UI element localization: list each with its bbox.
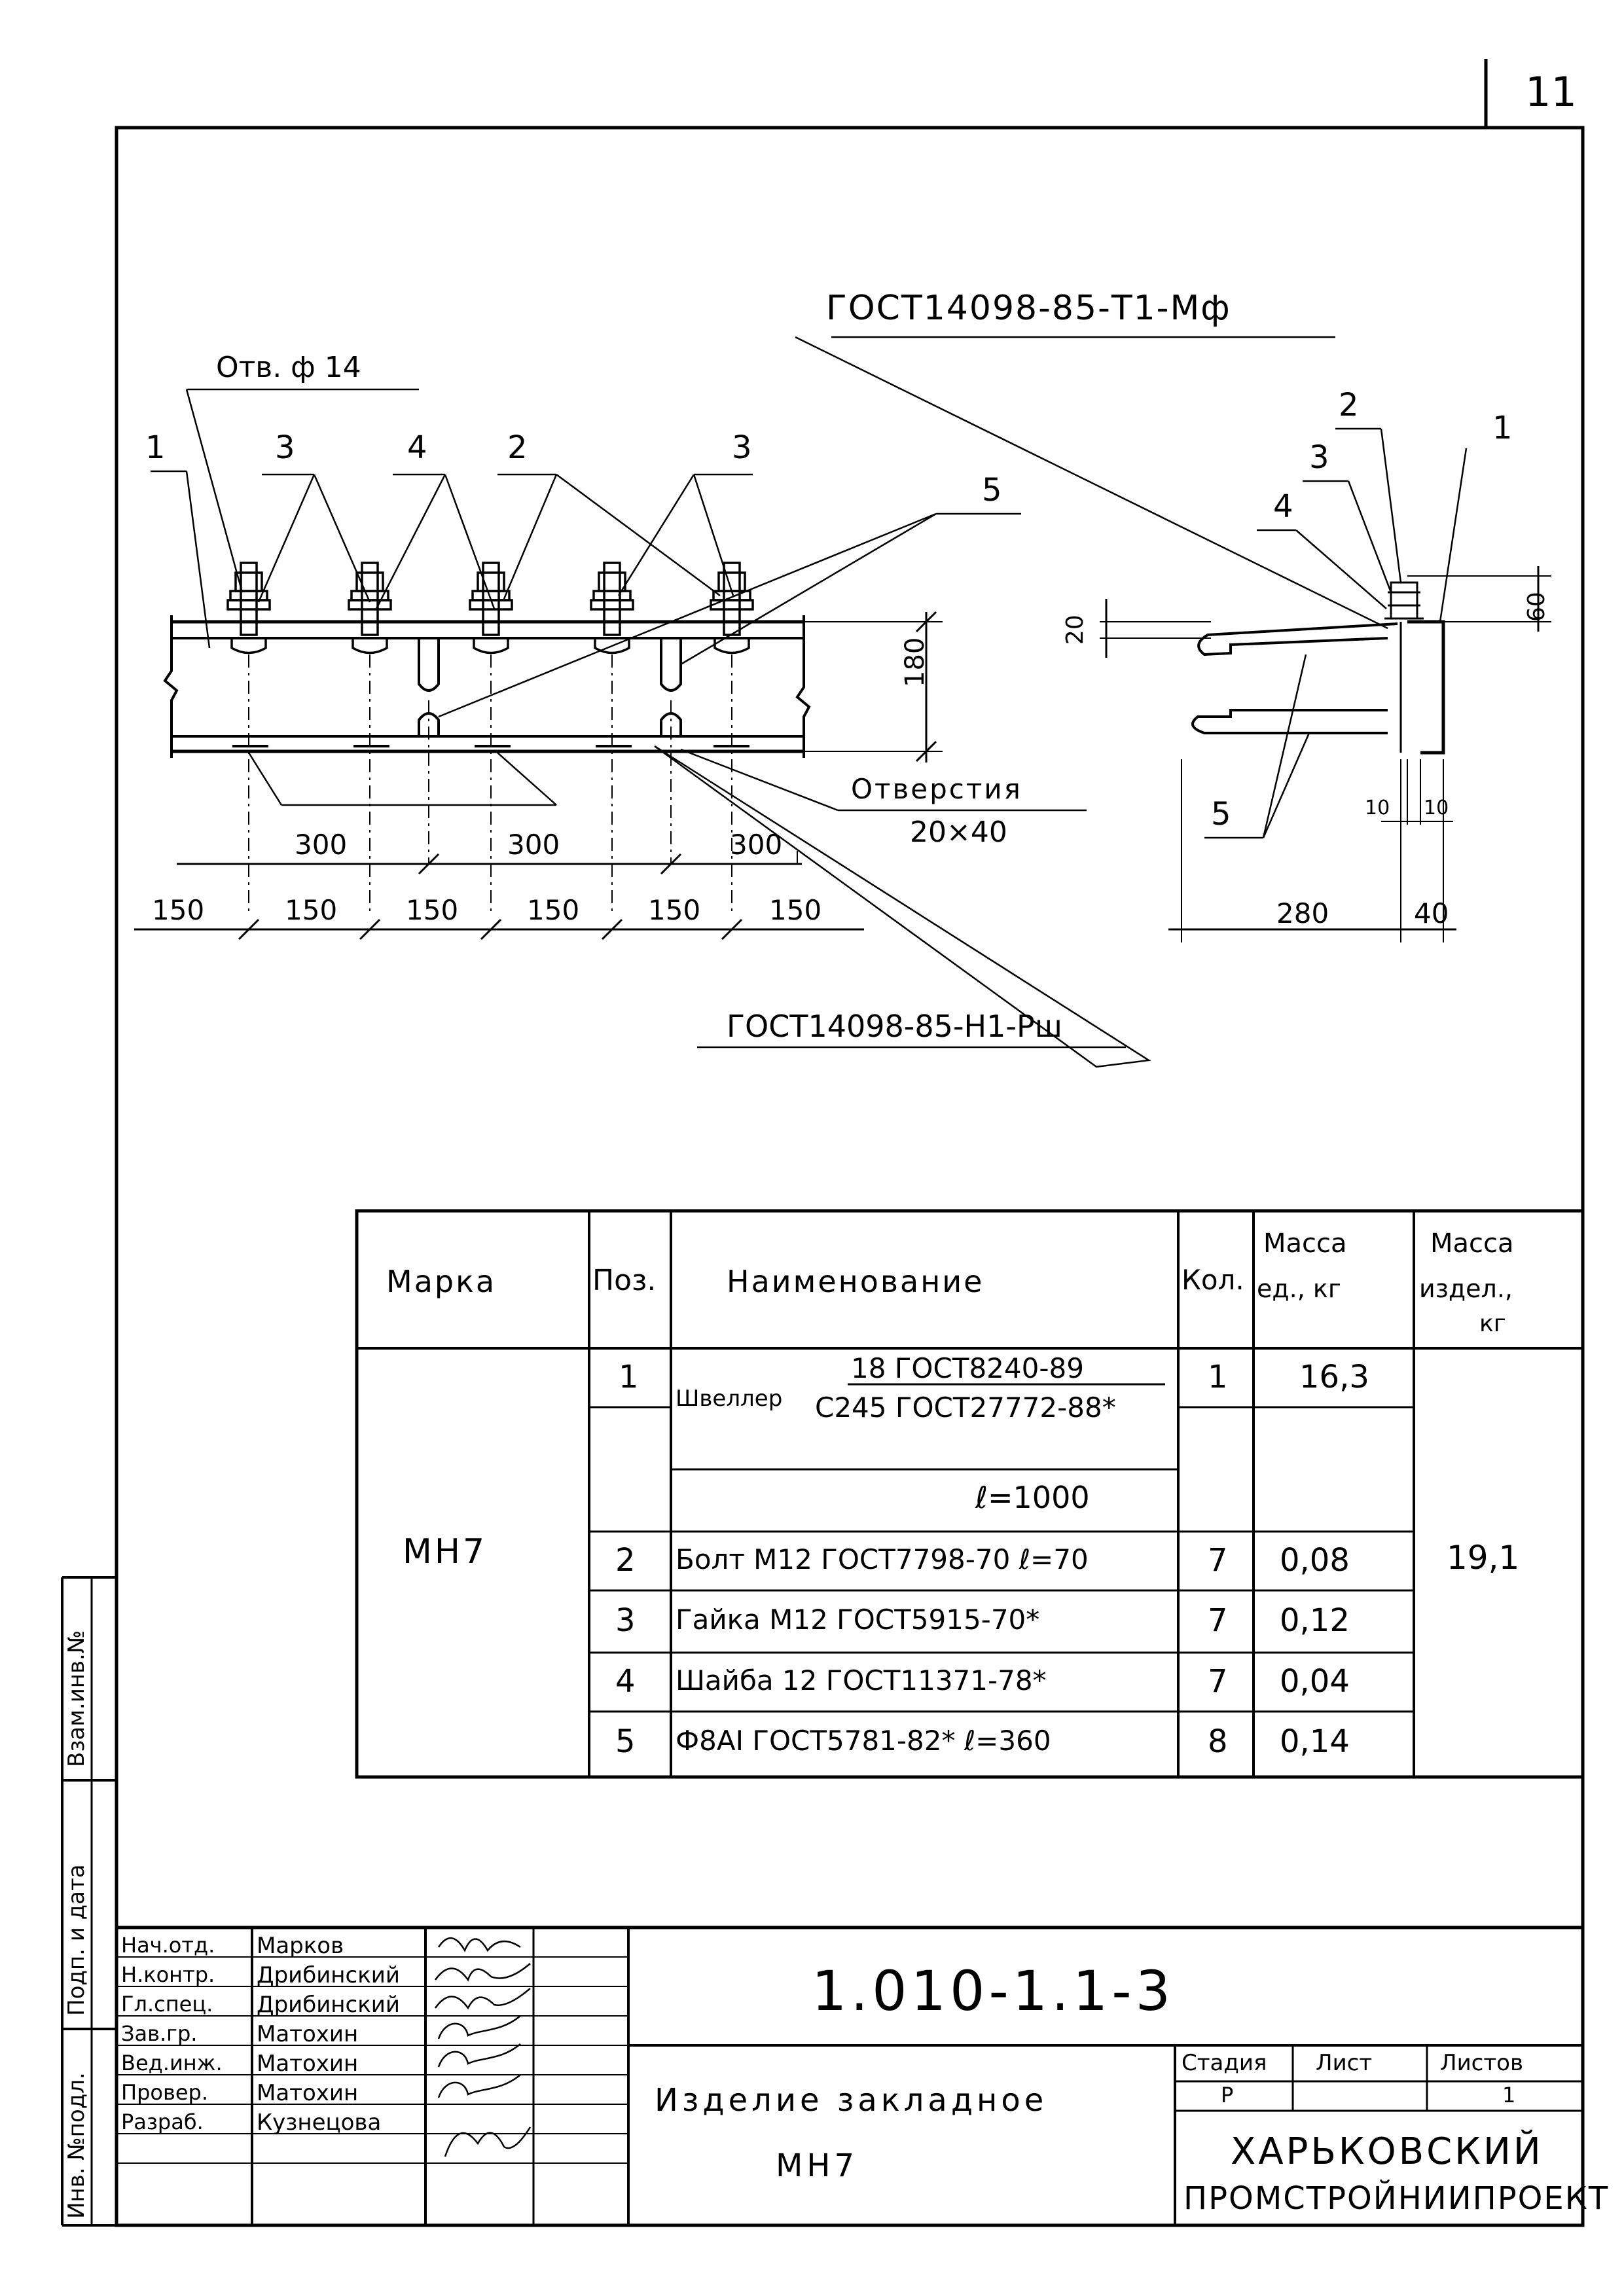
- dim-150: 150: [152, 894, 205, 926]
- spec-channel-top: 18 ГОСТ8240-89: [851, 1352, 1084, 1384]
- side-position-label: 4: [1273, 488, 1293, 525]
- organization-line1: ХАРЬКОВСКИЙ: [1231, 2130, 1543, 2173]
- weld-note-top: ГОСТ14098-85-Т1-Мф: [826, 289, 1231, 328]
- weld-note-bottom: ГОСТ14098-85-Н1-Рш: [727, 1009, 1062, 1044]
- dim-150: 150: [285, 894, 338, 926]
- spec-header-mark: Марка: [386, 1264, 497, 1299]
- dim-180: 180: [900, 637, 930, 687]
- organization-line2: ПРОМСТРОЙНИИПРОЕКТ: [1183, 2180, 1610, 2217]
- sheet-title-line1: Изделие закладное: [655, 2082, 1048, 2119]
- dim-150: 150: [769, 894, 822, 926]
- side-position-label: 1: [1492, 410, 1513, 446]
- spec-row-name: Ф8АI ГОСТ5781-82* ℓ=360: [676, 1725, 1051, 1757]
- spec-row-pos: 3: [615, 1602, 636, 1639]
- hole-label: Отв. ф 14: [216, 351, 361, 384]
- stage-header: Стадия: [1182, 2050, 1267, 2076]
- sheet-frame: [117, 128, 1583, 2225]
- spec-row-pos: 5: [615, 1723, 636, 1760]
- sheets-header: Листов: [1440, 2050, 1524, 2076]
- spec-row-pos: 4: [615, 1663, 636, 1700]
- stamp-inv-replace: Взам.инв.№: [63, 1630, 90, 1767]
- front-view: [134, 337, 1388, 1067]
- spec-row-qty: 7: [1208, 1663, 1228, 1700]
- spec-row-qty: 7: [1208, 1602, 1228, 1639]
- spec-channel-length: ℓ=1000: [975, 1480, 1090, 1515]
- dim-280: 280: [1276, 897, 1329, 929]
- spec-mark-value: МН7: [403, 1532, 488, 1571]
- position-label: 2: [507, 429, 528, 466]
- spec-channel-prefix: Швеллер: [676, 1386, 783, 1412]
- side-position-label: 5: [1211, 796, 1231, 833]
- spec-row-pos: 1: [619, 1359, 639, 1395]
- staff-name: Марков: [257, 1933, 344, 1959]
- spec-total-mass: 19,1: [1447, 1539, 1520, 1577]
- stage-value: Р: [1221, 2083, 1234, 2108]
- position-label: 4: [407, 429, 427, 466]
- dim-10: 10: [1424, 797, 1449, 819]
- dim-300: 300: [507, 829, 560, 861]
- stamp-inv-orig: Инв. №подл.: [63, 2072, 90, 2219]
- spec-row-mass: 0,12: [1280, 1602, 1350, 1639]
- spec-header-pos: Поз.: [592, 1264, 657, 1297]
- stamp-sign-date: Подп. и дата: [63, 1864, 90, 2016]
- slots-label: Отверстия: [851, 773, 1022, 805]
- spec-row-qty: 1: [1208, 1359, 1228, 1395]
- staff-name: Матохин: [257, 2080, 359, 2106]
- spec-header-mass-unit: Масса: [1263, 1229, 1347, 1259]
- dim-40: 40: [1414, 897, 1449, 929]
- staff-role: Нач.отд.: [121, 1933, 215, 1958]
- spec-header-mass-item-2: издел.,: [1419, 1274, 1513, 1303]
- dim-150: 150: [406, 894, 459, 926]
- position-label: 5: [982, 472, 1002, 509]
- spec-header-name: Наименование: [727, 1264, 984, 1299]
- side-position-label: 2: [1339, 387, 1359, 423]
- spec-header-mass-item: Масса: [1430, 1229, 1514, 1259]
- page-number: 11: [1525, 68, 1577, 116]
- staff-name: Матохин: [257, 2021, 359, 2047]
- spec-row-mass: 0,08: [1280, 1542, 1350, 1579]
- spec-channel-bottom: С245 ГОСТ27772-88*: [815, 1391, 1116, 1424]
- spec-header-qty: Кол.: [1182, 1264, 1244, 1296]
- side-view: [1100, 429, 1551, 942]
- staff-role: Разраб.: [121, 2109, 204, 2134]
- staff-name: Матохин: [257, 2051, 359, 2077]
- staff-name: Дрибинский: [257, 1962, 400, 1988]
- signatures: [435, 1938, 530, 2157]
- spec-row-name: Шайба 12 ГОСТ11371-78*: [676, 1664, 1047, 1696]
- spec-header-mass-item-3: кг: [1479, 1310, 1506, 1337]
- dim-10: 10: [1365, 797, 1390, 819]
- dim-60: 60: [1523, 592, 1550, 622]
- spec-row-pos: 2: [615, 1542, 636, 1579]
- position-label: 1: [145, 429, 166, 466]
- spec-row-qty: 8: [1208, 1723, 1228, 1760]
- position-label: 3: [275, 429, 295, 466]
- document-code: 1.010-1.1-3: [812, 1959, 1175, 2023]
- staff-role: Гл.спец.: [121, 1992, 213, 2017]
- staff-role: Вед.инж.: [121, 2051, 223, 2075]
- staff-name: Кузнецова: [257, 2109, 382, 2136]
- spec-row-qty: 7: [1208, 1542, 1228, 1579]
- spec-row-name: Болт М12 ГОСТ7798-70 ℓ=70: [676, 1543, 1089, 1575]
- staff-role: Провер.: [121, 2080, 208, 2105]
- staff-name: Дрибинский: [257, 1992, 400, 2018]
- staff-role: Зав.гр.: [121, 2021, 198, 2046]
- sheet-header: Лист: [1316, 2050, 1373, 2076]
- side-position-label: 3: [1309, 439, 1329, 476]
- sheet-title-line2: МН7: [776, 2147, 859, 2184]
- dim-300: 300: [730, 829, 783, 861]
- spec-header-mass-unit-2: ед., кг: [1257, 1274, 1341, 1303]
- spec-row-mass: 16,3: [1299, 1359, 1369, 1395]
- sheets-value: 1: [1502, 2083, 1516, 2108]
- staff-role: Н.контр.: [121, 1962, 215, 1987]
- dim-300: 300: [295, 829, 348, 861]
- dim-150: 150: [527, 894, 580, 926]
- spec-row-mass: 0,04: [1280, 1663, 1350, 1700]
- slots-size-label: 20×40: [910, 816, 1007, 849]
- position-label: 3: [732, 429, 752, 466]
- dim-150: 150: [648, 894, 701, 926]
- spec-row-mass: 0,14: [1280, 1723, 1350, 1760]
- dim-20: 20: [1062, 615, 1089, 645]
- spec-row-name: Гайка М12 ГОСТ5915-70*: [676, 1604, 1040, 1636]
